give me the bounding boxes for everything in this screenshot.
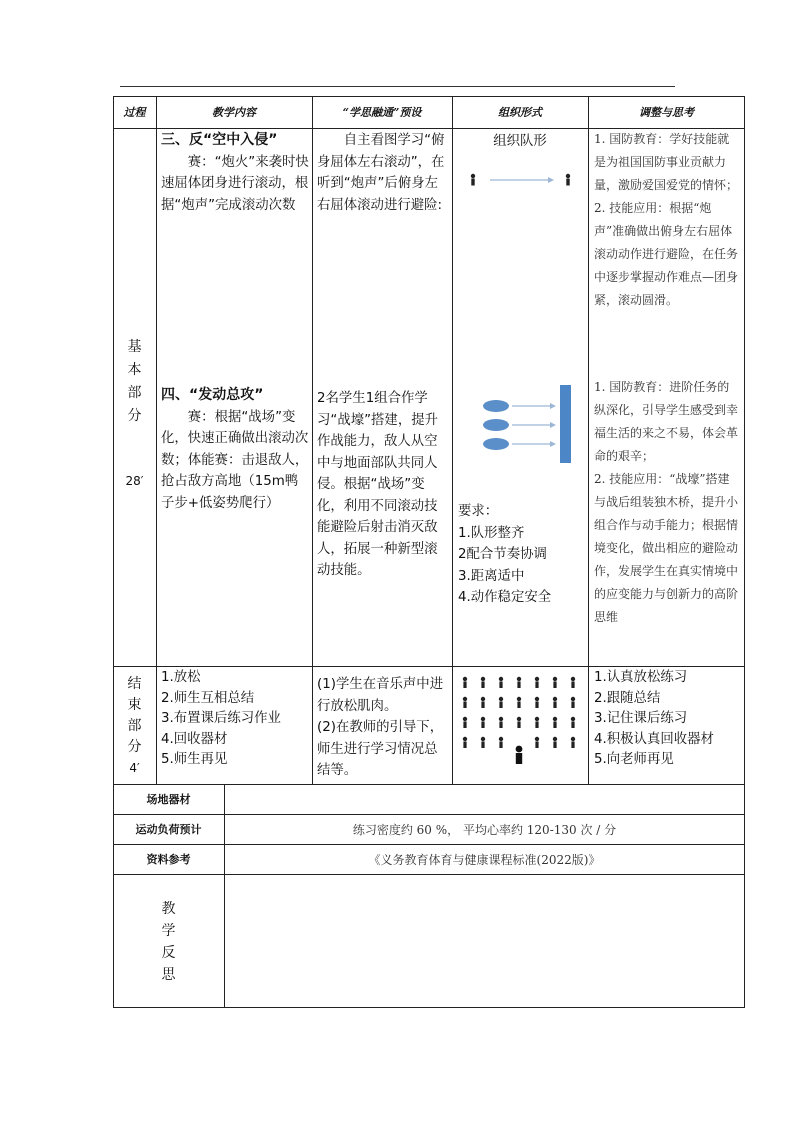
header-process: 过程 [123,106,146,119]
student-icon [535,737,539,748]
student-icon [571,697,575,708]
ending-phase-char: 结 [127,676,142,692]
sec3-org-title: 组织队形 [493,134,547,149]
ending-item: 3.布置课后练习作业 [161,711,281,726]
basic-phase-char: 部 [127,385,142,401]
ending-adjust-item: 4.积极认真回收器材 [594,731,714,747]
student-icon [535,717,539,728]
arrow-head-icon [550,403,556,409]
req-item: 1.队形整齐 [458,525,525,541]
student-icon [517,717,521,728]
header-content: 教学内容 [212,106,256,119]
reflect-char: 学 [161,923,176,939]
req-title: 要求： [458,504,499,519]
basic-phase-char: 分 [127,408,142,424]
header-organization: 组织形式 [498,106,542,119]
arrow-head-icon [548,177,554,183]
student-icon [463,677,467,688]
teacher-icon [516,746,523,764]
req-item: 4.动作稳定安全 [458,590,552,605]
venue-label: 场地器材 [146,793,191,806]
ending-item: 4.回收器材 [161,731,228,747]
sec4-title: 四、“发动总攻” [161,387,264,403]
ending-adjust-item: 2.跟随总结 [594,690,661,706]
sec3-formation-diagram [452,166,588,196]
ending-item: 2.师生互相总结 [161,690,255,706]
student-icon [553,717,557,728]
student-icon [463,697,467,708]
ending-time: 4′ [129,761,140,775]
sec4-body: 赛：根据“战场”变化，快速正确做出滚动次数；体能赛：击退敌人，抢占敌方高地（15m鸭子步+低姿势爬行） [161,409,309,511]
reflection-label [113,898,224,986]
basic-phase-char: 基 [127,339,142,355]
sec4-preset: 2名学生1组合作学习“战壕”搭建，提升作战能力，敌人从空中与地面部队共同人侵。根据“战场”变化，利用不同滚动技能避险后射击消灭敌人，拓展一种新型滚动技能。 [317,391,438,578]
student-icon [535,677,539,688]
student-icon [481,677,485,688]
ending-phase-char: 束 [127,697,142,713]
student-icon [499,677,503,688]
sec4-requirements [458,501,586,609]
req-item: 2配合节奏协调 [458,547,547,562]
sec4-adjust: 1. 国防教育：进阶任务的纵深化，引导学生感受到幸福生活的来之不易，体会革命的艰辛； 2. 技能应用：“战壕”搭建与战后组装独木桥，提升小组合作与动手能力；根据情境变化，做出相应的避险动作，发展学生在真实情境中的应变能力与创新力的高阶思维 [594,380,739,624]
student-icon [481,697,485,708]
load-value: 练习密度约 60 %， 平均心率约 120-130 次 / 分 [352,822,617,837]
student-icon [499,717,503,728]
ref-label: 资料参考 [146,853,191,866]
ending-preset [317,674,450,782]
ending-preset-item: (2)在教师的引导下，师生进行学习情况总结等。 [317,720,444,778]
header-adjust: 调整与思考 [639,106,694,119]
basic-phase-char: 本 [127,362,142,378]
student-icon [571,717,575,728]
student-icon [535,697,539,708]
student-icon [571,677,575,688]
student-grid [463,677,575,748]
ending-phase-label [113,674,156,779]
sec3-content [161,130,309,216]
ending-adjust-item: 1.认真放松练习 [594,670,688,685]
reflection-value [225,874,744,1007]
basic-phase-label [113,336,156,428]
student-icon [463,737,467,748]
basic-time: 28′ [125,474,144,488]
sec3-title: 三、反“空中入侵” [161,132,278,148]
page-top-rule [120,86,675,87]
ending-phase-char: 分 [127,739,142,755]
student-icon [463,717,467,728]
reflect-char: 教 [161,901,176,917]
lesson-plan-table [113,96,745,1008]
arrow-head-icon [550,422,556,428]
ending-content [161,668,311,771]
sec3-body: 赛：“炮火”来袭时快速屈体团身进行滚动，根据“炮声”完成滚动次数 [161,154,309,213]
student-icon [571,737,575,748]
ending-item: 5.师生再见 [161,752,228,767]
student-icon [517,697,521,708]
sec3-preset: 自主看图学习“俯身屈体左右滚动”，在听到“炮声”后俯身左右屈体滚动进行避险: [317,133,445,213]
student-icon [553,677,557,688]
student-icon [499,737,503,748]
ending-item: 1.放松 [161,670,201,685]
header-preset: “学思融通”预设 [342,106,422,119]
ending-formation-diagram [452,671,588,771]
reflect-char: 反 [161,945,176,961]
load-label: 运动负荷预计 [135,823,202,836]
group-ellipse [483,438,509,450]
student-icon [499,697,503,708]
ref-value: 《义务教育体育与健康课程标准(2022版)》 [368,852,601,867]
sec3-adjust: 1. 国防教育：学好技能就是为祖国国防事业贡献力量，激励爱国爱党的情怀； 2. 技能应用：根据“炮声”准确做出俯身左右屈体滚动动作进行避险，在任务中逐步掌握动作难点—团身紧，滚动圆滑。 [594,132,739,307]
trench-bar [560,385,571,463]
ending-adjust [594,668,740,771]
person-icon [566,174,570,186]
sec4-content [161,385,309,514]
student-icon [481,737,485,748]
student-icon [481,717,485,728]
sec4-formation-diagram [452,383,588,467]
person-icon [471,174,475,186]
group-ellipse [483,419,509,431]
venue-value [225,784,744,814]
student-icon [517,677,521,688]
reflect-char: 思 [161,967,176,983]
ending-adjust-item: 3.记住课后练习 [594,711,688,726]
student-icon [553,697,557,708]
ending-preset-item: (1)学生在音乐声中进行放松肌肉。 [317,677,444,714]
req-item: 3.距离适中 [458,568,525,584]
group-ellipse [483,400,509,412]
ending-phase-char: 部 [127,718,142,734]
ending-adjust-item: 5.向老师再见 [594,752,674,767]
student-icon [553,737,557,748]
arrow-head-icon [550,441,556,447]
